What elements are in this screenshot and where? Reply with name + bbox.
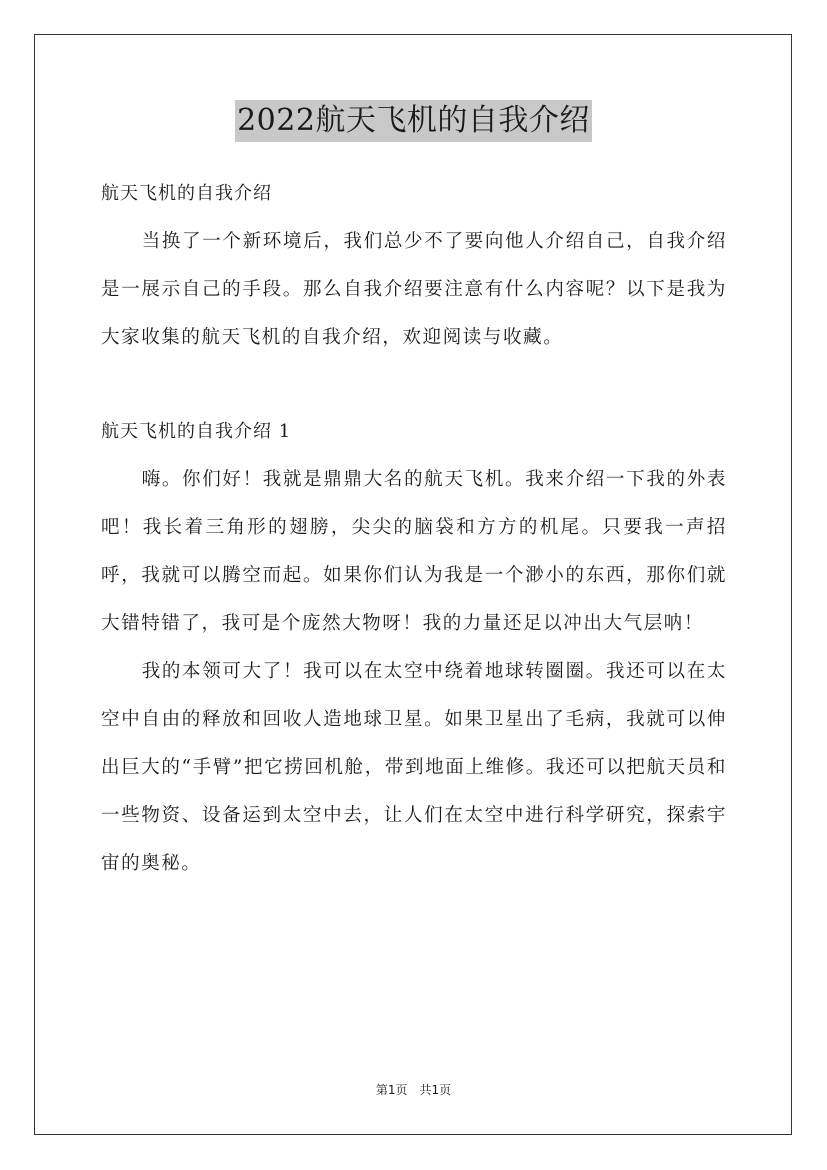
intro-paragraph: 当换了一个新环境后，我们总少不了要向他人介绍自己，自我介绍是一展示自己的手段。那么自我介绍要注意有什么内容呢？以下是我为大家收集的航天飞机的自我介绍，欢迎阅读与收藏。 (101, 231, 727, 348)
body-paragraph: 嗨。你们好！我就是鼎鼎大名的航天飞机。我来介绍一下我的外表吧！我长着三角形的翅膀，尖尖的脑袋和方方的机尾。只要我一声招呼，我就可以腾空而起。如果你们认为我是一个渺小的东西，那你们就大错特错了，我可是个庞然大物呀！我的力量还足以冲出大气层呐！ (101, 469, 727, 634)
body-paragraph: 我的本领可大了！我可以在太空中绕着地球转圈圈。我还可以在太空中自由的释放和回收人造地球卫星。如果卫星出了毛病，我就可以伸出巨大的“手臂”把它捞回机舱，带到地面上维修。我还可以把航天员和一些物资、设备运到太空中去，让人们在太空中进行科学研究，探索宇宙的奥秘。 (101, 661, 727, 874)
section-heading: 航天飞机的自我介绍 1 (101, 421, 292, 442)
document-body (101, 170, 727, 888)
page-number: 第1页 共1页 (375, 1083, 452, 1097)
document-heading: 航天飞机的自我介绍 (101, 183, 272, 204)
document-title-text: 2022航天飞机的自我介绍 (235, 100, 592, 142)
document-title (0, 100, 827, 142)
spacer (101, 362, 727, 408)
